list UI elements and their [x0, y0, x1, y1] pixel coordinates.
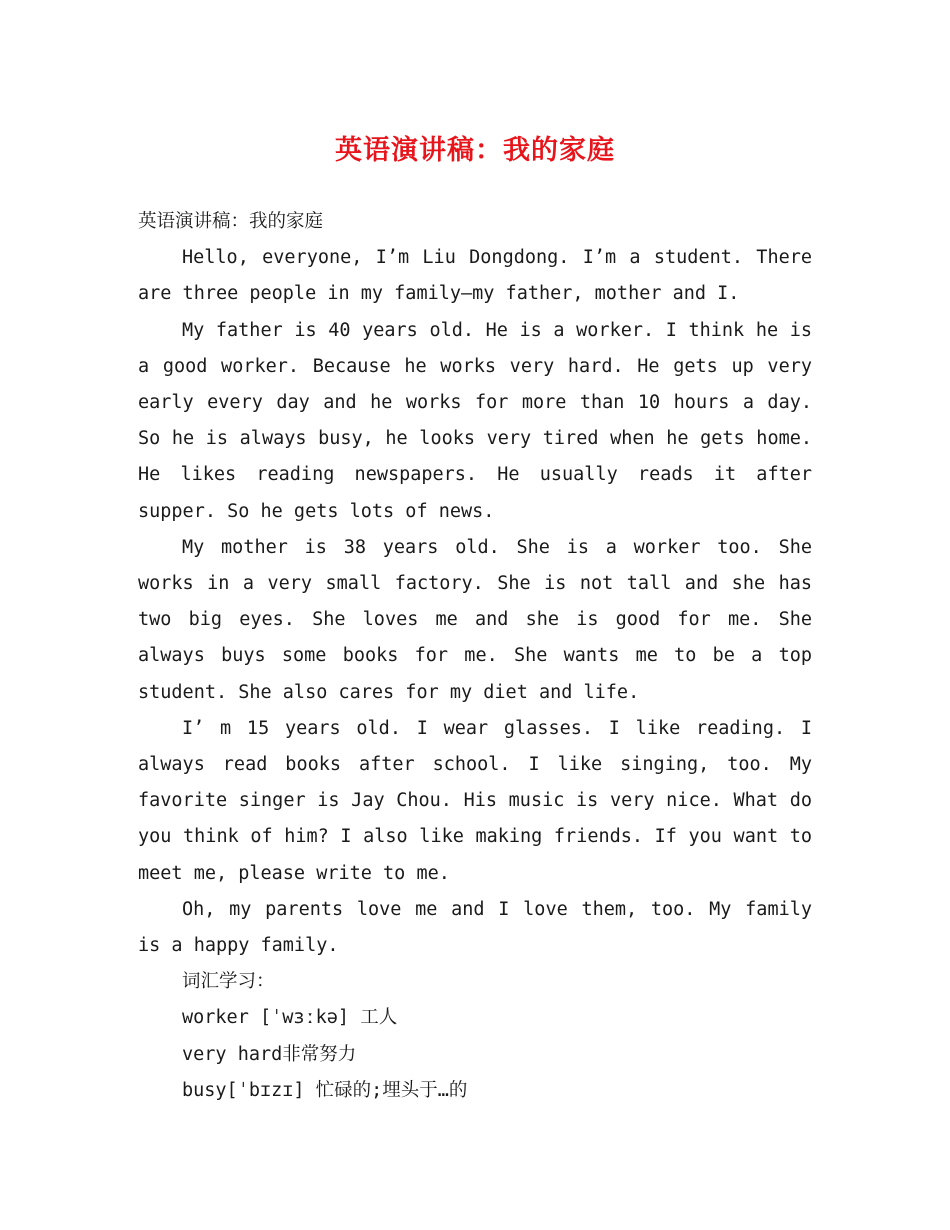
vocab-item: busy[ˈbɪzɪ] 忙碌的;埋头于…的 — [182, 1079, 468, 1101]
paragraph-mother: My mother is 38 years old. She is a worker too. She works in a very small factory. She is not tall and she has two big eyes. She loves me and she is good for me. She always buys some books for me. She wants me to be a top student. She also cares for my diet and life. — [138, 536, 812, 703]
paragraph-father: My father is 40 years old. He is a worker. I think he is a good worker. Because he works very hard. He gets up very early every day and he works for more than 10 hours a day. So he is always busy, he looks very tired when he gets home. He likes reading newspapers. He usually reads it after supper. So he gets lots of news. — [138, 319, 812, 522]
vocab-item: very hard非常努力 — [182, 1043, 357, 1065]
paragraph-intro: Hello, everyone, I’m Liu Dongdong. I’m a student. There are three people in my family—my father, mother and I. — [138, 247, 812, 305]
vocab-item: worker [ˈwɜːkə] 工人 — [182, 1007, 398, 1029]
document-title: 英语演讲稿：我的家庭 — [335, 135, 615, 166]
vocab-heading: 词汇学习： — [182, 971, 275, 993]
document-subtitle: 英语演讲稿：我的家庭 — [138, 211, 324, 232]
paragraph-conclusion: Oh, my parents love me and I love them, too. My family is a happy family. — [138, 898, 812, 957]
paragraph-self: I’ m 15 years old. I wear glasses. I like reading. I always read books after school. I like singing, too. My favorite singer is Jay Chou. His music is very nice. What do you think of him? I also like making friends. If you want to meet me, please write to me. — [138, 717, 812, 884]
document-body — [138, 204, 812, 1109]
